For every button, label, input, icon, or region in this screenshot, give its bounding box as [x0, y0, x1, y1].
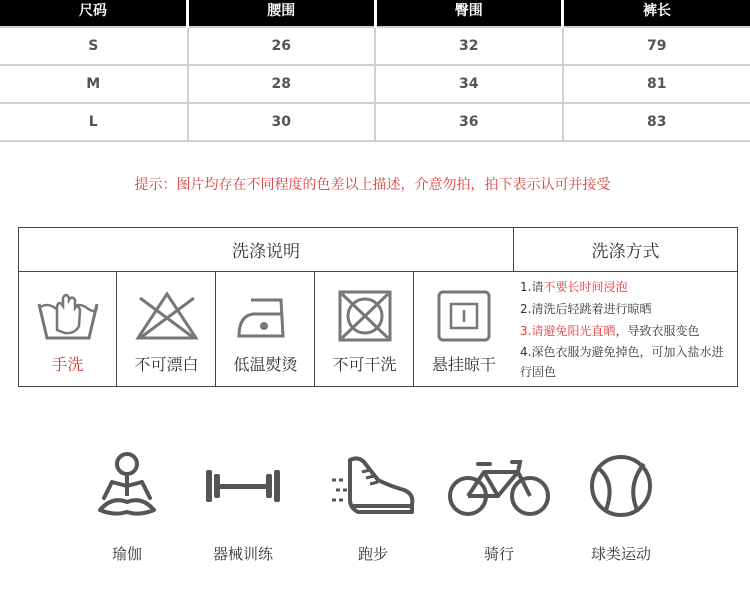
running-shoe-icon [328, 450, 418, 524]
yoga-label: 瑜伽 [111, 545, 142, 563]
no-dry-clean-icon [330, 286, 400, 346]
size-cell: L [0, 103, 188, 141]
header-hip: 臀围 [375, 0, 563, 27]
sport-running [318, 450, 428, 563]
method-1-warning: 不要长时间浸泡 [543, 280, 628, 294]
hip-cell: 32 [375, 27, 563, 65]
sport-yoga [72, 450, 182, 563]
hang-dry-icon [429, 286, 499, 346]
ball-icon [586, 450, 656, 524]
table-row [0, 65, 750, 103]
sport-equipment-training [188, 450, 298, 563]
table-row [0, 27, 750, 65]
hang-dry-label: 悬挂晾干 [431, 355, 496, 374]
running-label: 跑步 [357, 545, 388, 563]
method-3 [520, 320, 731, 342]
method-1 [520, 276, 731, 298]
no-dry-clean-label: 不可干洗 [332, 355, 397, 374]
size-table-header [0, 0, 750, 27]
table-row [0, 103, 750, 141]
header-waist: 腰围 [188, 0, 376, 27]
low-iron-label: 低温熨烫 [233, 355, 298, 374]
size-cell: M [0, 65, 188, 103]
equipment-training-label: 器械训练 [212, 545, 273, 563]
yoga-icon [92, 450, 162, 524]
sport-cycling [444, 450, 554, 563]
care-instructions-title: 洗涤说明 [19, 228, 514, 272]
method-4: 4.深色衣服为避免掉色，可加入盐水进行固色 [520, 345, 724, 379]
care-item-hang-dry [415, 272, 513, 387]
care-item-low-iron [217, 272, 315, 387]
dumbbell-icon [198, 450, 288, 524]
care-item-hand-wash [19, 272, 117, 387]
method-2: 2.清洗后轻跳着进行晾晒 [520, 302, 652, 316]
care-instructions-table [18, 227, 738, 387]
method-3-warning: 3.请避免阳光直晒 [520, 324, 616, 338]
waist-cell: 26 [188, 27, 376, 65]
header-length: 裤长 [563, 0, 750, 27]
care-item-no-dry-clean [316, 272, 414, 387]
waist-cell: 28 [188, 65, 376, 103]
waist-cell: 30 [188, 103, 376, 141]
length-cell: 81 [563, 65, 750, 103]
hip-cell: 34 [375, 65, 563, 103]
sport-ball-games [566, 450, 676, 563]
length-cell: 79 [563, 27, 750, 65]
cycling-label: 骑行 [483, 545, 514, 563]
header-size: 尺码 [0, 0, 188, 27]
length-cell: 83 [563, 103, 750, 141]
no-bleach-icon [132, 286, 202, 346]
bicycle-icon [446, 450, 552, 524]
size-table [0, 0, 750, 142]
no-bleach-label: 不可漂白 [134, 355, 199, 374]
method-1-prefix: 1.请 [520, 280, 544, 294]
method-3-rest: ，导致衣服变色 [615, 324, 700, 338]
care-methods-list [514, 272, 737, 387]
hand-wash-icon [33, 286, 103, 346]
care-item-no-bleach [118, 272, 216, 387]
color-difference-notice: 提示：图片均存在不同程度的色差以上描述，介意勿拍，拍下表示认可并接受 [134, 177, 611, 193]
hand-wash-label: 手洗 [51, 355, 84, 374]
care-methods-title: 洗涤方式 [514, 228, 737, 272]
low-iron-icon [231, 286, 301, 346]
ball-games-label: 球类运动 [590, 545, 651, 563]
size-cell: S [0, 27, 188, 65]
hip-cell: 36 [375, 103, 563, 141]
